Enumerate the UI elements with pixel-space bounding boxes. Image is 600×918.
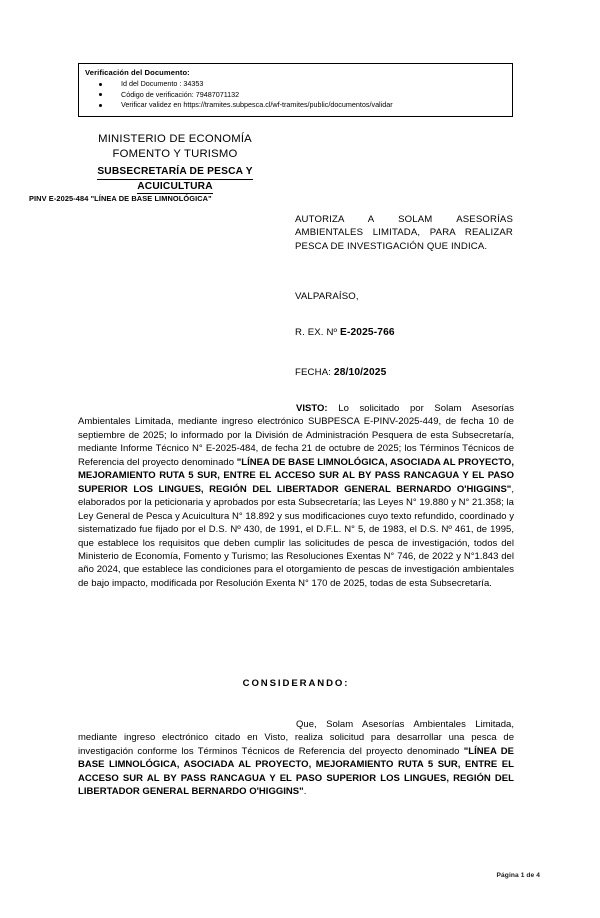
verification-item-text: Verificar validez en https://tramites.subpesca.cl/wf-tramites/public/documentos/validar xyxy=(121,100,393,109)
verification-item-id xyxy=(99,79,506,90)
subject-text: AUTORIZA A SOLAM ASESORÍAS AMBIENTALES LIMITADA, PARA REALIZAR PESCA DE INVESTIGACIÓN QUE INDICA. xyxy=(295,214,513,252)
visto-text-part-2: , elaborados por la peticionaria y aprobados por esta Subsecretaría; las Leyes N° 19.880 y N° 21.358; la Ley General de Pesca y Acuicultura N° 18.892 y sus modificaciones cuyo texto refundido, coordinado y sistematizado fue fijado por el D.S. Nº 430, de 1991, el D.F.L. N° 5, de 1983, el D.S. Nº 461, de 1995, que establece los requisitos que deben cumplir las solicitudes de pesca de investigación, todos del Ministerio de Economía, Fomento y Turismo; las Resoluciones Exentas N° 746, de 2022 y N°1.843 del año 2024, que establece las condiciones para el otorgamiento de pescas de investigación ambientales de bajo impacto, modificada por Resolución Exenta N° 170 de 2025, todas de esta Subsecretaría. xyxy=(78,483,514,589)
bullet-icon xyxy=(99,93,102,96)
visto-block xyxy=(78,402,514,590)
visto-project-title: "LÍNEA DE BASE LIMNOLÓGICA, ASOCIADA AL PROYECTO, MEJORAMIENTO RUTA 5 SUR, ENTRE EL ACCESO SUR AL BY PASS RANCAGUA Y EL PASO SUPERIOR LOS LINGUES, REGIÓN DEL LIBERTADOR GENERAL BERNARDO O'HIGGINS" xyxy=(78,456,514,495)
ministry-line-1: MINISTERIO DE ECONOMÍA xyxy=(98,133,252,145)
subsecretaria-heading xyxy=(30,165,320,194)
page-footer: Página 1 de 4 xyxy=(496,872,540,879)
visto-text-part-1: Lo solicitado por Solam Asesorías Ambientales Limitada, mediante ingreso electrónico SUBPESCA E-PINV-2025-449, de fecha 10 de septiembre de 2025; lo informado por la División de Administración Pesquera de esta Subsecretaría, mediante Informe Técnico N° E-2025-484, de fecha 21 de octubre de 2025; los Términos Técnicos de Referencia del proyecto denominado xyxy=(78,403,514,468)
resolution-number-label: R. EX. Nº xyxy=(295,327,338,338)
verification-title: Verificación del Documento: xyxy=(85,68,190,77)
considerando-text-part-1: Que, Solam Asesorías Ambientales Limitada, mediante ingreso electrónico citado en Visto, realiza solicitud para desarrollar una pesca de investigación conforme los Términos Técnicos de Referencia del proyecto denominado xyxy=(78,719,514,757)
considerando-heading: CONSIDERANDO: xyxy=(242,678,350,689)
city-line: VALPARAÍSO, xyxy=(295,291,359,302)
subsecretaria-line-1: SUBSECRETARÍA DE PESCA Y xyxy=(97,165,252,180)
ministry-line-2: FOMENTO Y TURISMO xyxy=(112,147,238,160)
verification-item-text: Código de verificación: 79487071132 xyxy=(121,89,240,99)
visto-heading: VISTO: xyxy=(296,403,328,414)
resolution-date-line xyxy=(295,367,386,378)
verification-item-text: Id del Documento : 34353 xyxy=(121,79,204,88)
considerando-project-title: "LÍNEA DE BASE LIMNOLÓGICA, ASOCIADA AL PROYECTO, MEJORAMIENTO RUTA 5 SUR, ENTRE EL ACCESO SUR AL BY PASS RANCAGUA Y EL PASO SUPERIOR LOS LINGUES, REGIÓN DEL LIBERTADOR GENERAL BERNARDO O'HIGGINS" xyxy=(78,745,514,798)
resolution-date-label: FECHA: xyxy=(295,367,332,378)
considerando-block xyxy=(78,718,514,799)
resolution-number-line xyxy=(295,327,395,338)
bullet-icon xyxy=(99,83,102,86)
bullet-icon xyxy=(99,104,102,107)
ministry-heading xyxy=(30,132,320,161)
considerando-text-part-2: . xyxy=(303,786,307,798)
verification-list xyxy=(85,79,506,111)
resolution-date-value: 28/10/2025 xyxy=(333,367,387,378)
resolution-number-value: E-2025-766 xyxy=(340,327,395,338)
subsecretaria-line-2: ACUICULTURA xyxy=(137,180,213,195)
considerando-paragraph xyxy=(78,718,514,799)
visto-paragraph xyxy=(78,402,514,590)
verification-box xyxy=(78,63,513,117)
subject-block xyxy=(295,213,513,253)
verification-item-url xyxy=(99,100,506,111)
pinv-reference: PINV E-2025-484 "LÍNEA DE BASE LIMNOLÓGICA" xyxy=(29,194,212,203)
verification-item-code xyxy=(99,90,506,101)
